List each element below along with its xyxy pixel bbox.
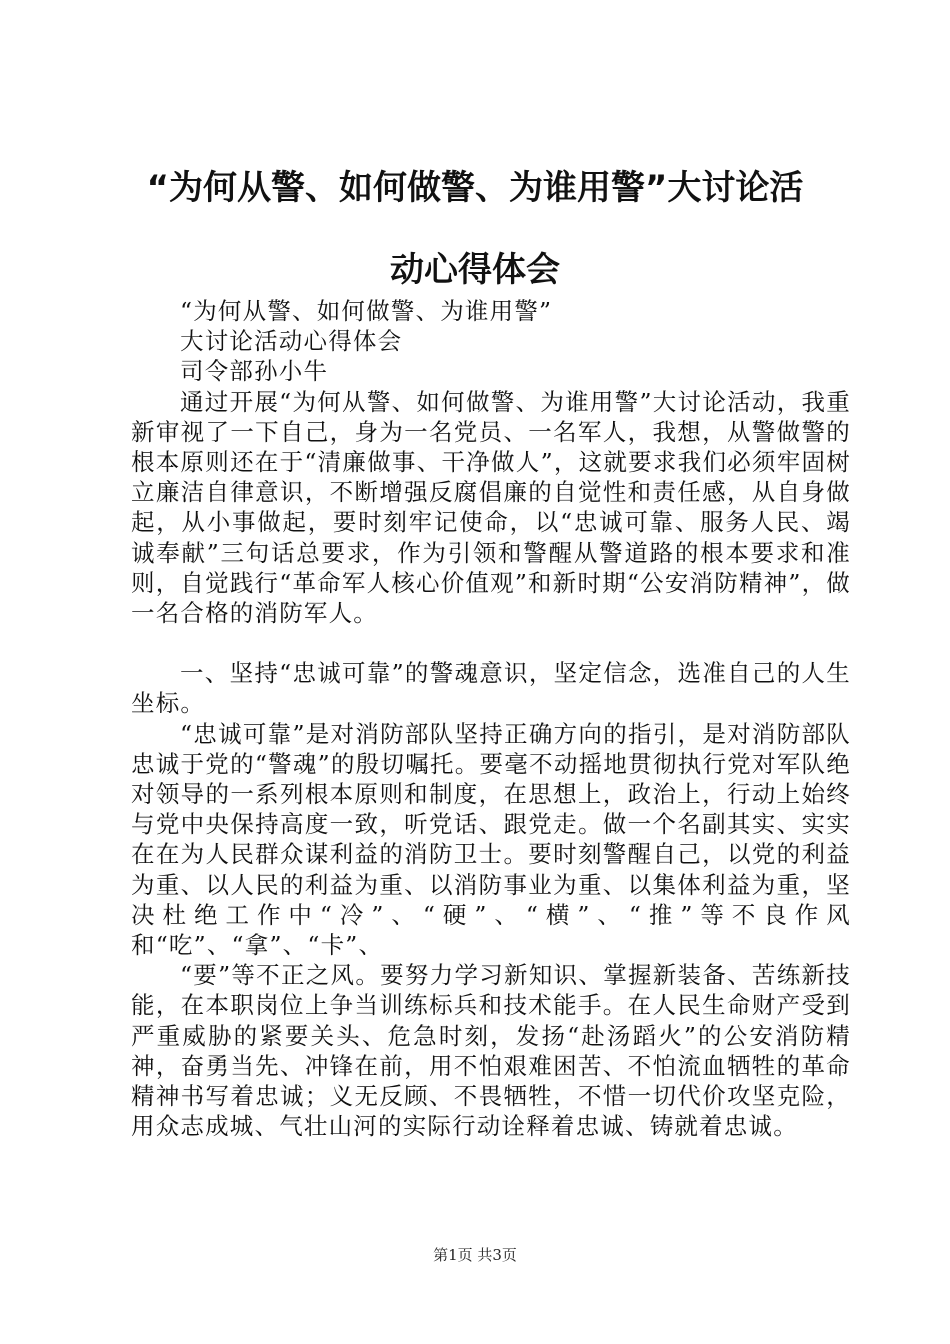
paragraph-loyalty: “忠诚可靠”是对消防部队坚持正确方向的指引，是对消防部队忠诚于党的“警魂”的殷切嘱托。要毫不动摇地贯彻执行党对军队绝对领导的一系列根本原则和制度，在思想上，政治上，行动上始终与党中央保持高度一致，听党话、跟党走。做一个名副其实、实实在在为人民群众谋利益的消防卫士。要时刻警醒自己，以党的利益为重、以人民的利益为重、以消防事业为重、以集体利益为重，坚决杜绝工作中“冷”、“硬”、“横”、“推”等不良作风和“吃”、“拿”、“卡”、: [131, 719, 851, 960]
section-heading: 一、坚持“忠诚可靠”的警魂意识，坚定信念，选准自己的人生坐标。: [131, 659, 851, 718]
document-body: [131, 296, 851, 1141]
paragraph-intro: 通过开展“为何从警、如何做警、为谁用警”大讨论活动，我重新审视了一下自己，身为一名党员、一名军人，我想，从警做警的根本原则还在于“清廉做事、干净做人”，这就要求我们必须牢固树立廉洁自律意识，不断增强反腐倡廉的自觉性和责任感，从自身做起，从小事做起，要时刻牢记使命，以“忠诚可靠、服务人民、竭诚奉献”三句话总要求，作为引领和警醒从警道路的根本要求和准则，自觉践行“革命军人核心价值观”和新时期“公安消防精神”，做一名合格的消防军人。: [131, 387, 851, 628]
author-line: 司令部孙小牛: [180, 357, 329, 386]
paragraph-gap: [131, 628, 851, 658]
page-footer: 第1页 共3页: [433, 1246, 517, 1264]
paragraph-loyalty-continued: “要”等不正之风。要努力学习新知识、掌握新装备、苦练新技能，在本职岗位上争当训练标兵和技术能手。在人民生命财产受到严重威胁的紧要关头、危急时刻，发扬“赴汤蹈火”的公安消防精神，奋勇当先、冲锋在前，用不怕艰难困苦、不怕流血牺牲的革命精神书写着忠诚；义无反顾、不畏牺牲，不惜一切代价攻坚克险，用众志成城、气壮山河的实际行动诠释着忠诚、铸就着忠诚。: [131, 961, 851, 1141]
document-title-line-2: 动心得体会: [390, 250, 560, 290]
document-title-line-1: “为何从警、如何做警、为谁用警”大讨论活: [146, 168, 804, 208]
subtitle-line-2: 大讨论活动心得体会: [180, 327, 403, 356]
subtitle-line-1: “为何从警、如何做警、为谁用警”: [180, 297, 553, 325]
